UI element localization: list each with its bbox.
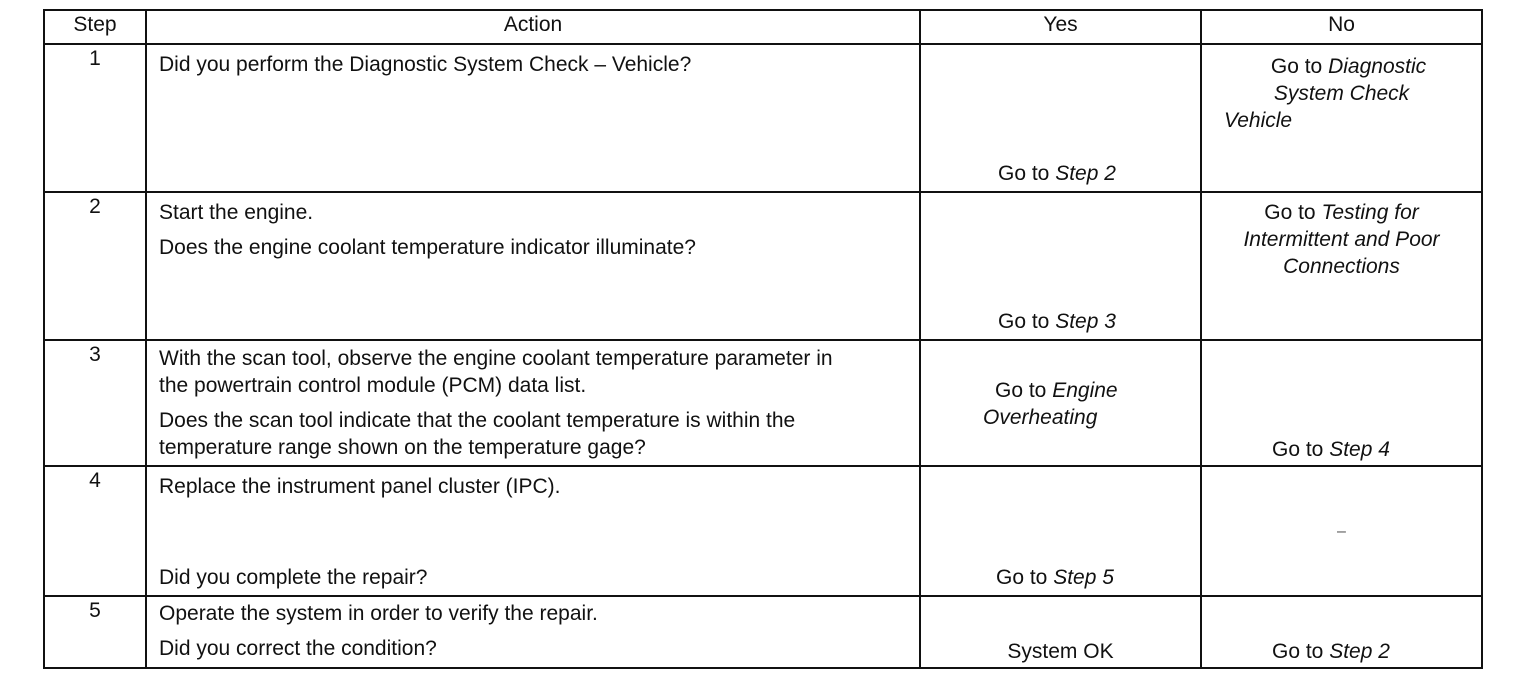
yes-cell [920,596,1201,668]
no-result: Go to Diagnostic System Check Vehicle [1224,55,1427,132]
no-cell [1201,596,1482,668]
diagnostic-table [43,9,1483,669]
action-text: Start the engine. [159,201,314,224]
yes-cell [920,340,1201,466]
no-cell [1201,340,1482,466]
table-row [44,596,1482,668]
no-result: Go to Testing for Intermittent and Poor Connections [1243,201,1440,278]
yes-cell [920,44,1201,192]
yes-result: Go to Step 2 [998,162,1116,185]
action-cell [146,596,920,668]
action-cell [146,44,920,192]
header-step: Step [44,10,146,44]
yes-result: Go to Engine Overheating [983,379,1118,429]
yes-cell [920,466,1201,596]
action-text: Replace the instrument panel cluster (IPC). [159,475,561,498]
action-cell [146,192,920,340]
action-text: Did you complete the repair? [159,566,428,589]
header-action: Action [146,10,920,44]
step-number: 4 [44,466,146,596]
step-number: 2 [44,192,146,340]
action-cell [146,466,920,596]
header-no: No [1201,10,1482,44]
header-row [44,10,1482,44]
action-text: Operate the system in order to verify the repair. [159,602,598,625]
table-row [44,44,1482,192]
no-cell [1201,44,1482,192]
action-text: With the scan tool, observe the engine coolant temperature parameter in the powertrain control module (PCM) data list. [159,347,833,397]
no-cell [1201,466,1482,596]
yes-result: Go to Step 5 [996,566,1114,589]
step-number: 1 [44,44,146,192]
yes-cell [920,192,1201,340]
no-result: Go to Step 4 [1272,438,1390,461]
step-number: 5 [44,596,146,668]
no-result: Go to Step 2 [1272,640,1390,663]
action-text: Did you correct the condition? [159,637,437,660]
table-row [44,466,1482,596]
table-row [44,192,1482,340]
yes-result: System OK [1007,640,1114,663]
action-text: Did you perform the Diagnostic System Check – Vehicle? [159,53,692,76]
yes-result: Go to Step 3 [998,310,1116,333]
no-result: – [1337,522,1346,540]
action-cell [146,340,920,466]
action-text: Does the scan tool indicate that the coolant temperature is within the temperature range shown on the temperature gage? [159,409,796,459]
action-text: Does the engine coolant temperature indicator illuminate? [159,236,696,259]
no-cell [1201,192,1482,340]
step-number: 3 [44,340,146,466]
table-row [44,340,1482,466]
header-yes: Yes [920,10,1201,44]
